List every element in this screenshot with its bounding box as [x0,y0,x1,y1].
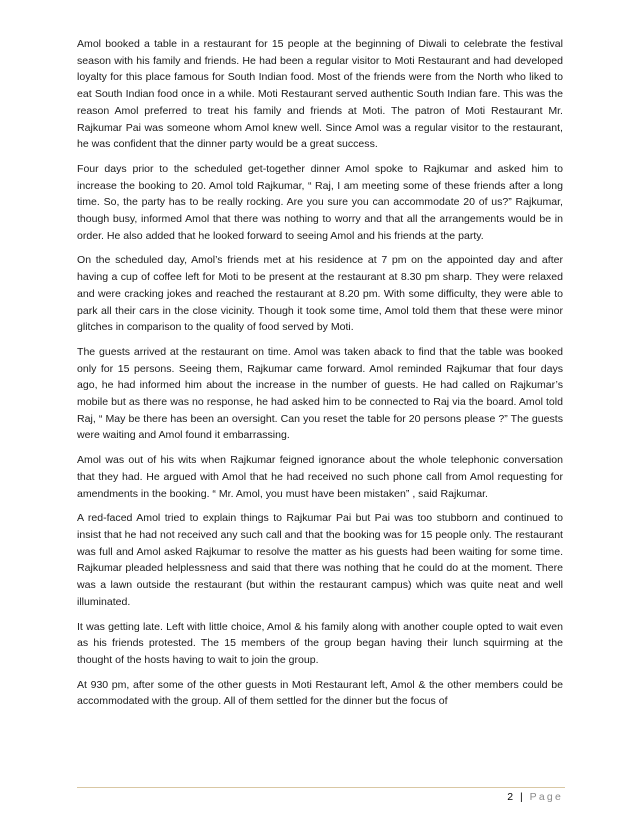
page-number: 2 [507,791,514,803]
paragraph-2: Four days prior to the scheduled get-together dinner Amol spoke to Rajkumar and asked him to increase the booking to 20. Amol told Rajkumar, “ Raj, I am meeting some of these friends after a long time. So, the party has to be really rocking. Are you sure you can accommodate 20 of us?” Rajkumar, though busy, informed Amol that there was nothing to worry and that all the arrangements would be in order. He also added that he looked forward to seeing Amol and his friends at the party. [77,162,563,242]
paragraph-6: A red-faced Amol tried to explain things to Rajkumar Pai but Pai was too stubborn and continued to insist that he had not received any such call and that the booking was for 15 people only. The restaurant was full and Amol asked Rajkumar to resolve the matter as his guests had been waiting for some time. Rajkumar pleaded helplessness and said that there was nothing that he could do at the moment. There was a lawn outside the restaurant (but within the restaurant campus) which was quite neat and well illuminated. [77,512,563,608]
body-text [77,36,563,718]
paragraph-5: Amol was out of his wits when Rajkumar feigned ignorance about the whole telephonic conversation that they had. He argued with Amol that he had received no such phone call from Amol requesting for amendments in the booking. “ Mr. Amol, you must have been mistaken” , said Rajkumar. [77,454,563,500]
paragraph-4: The guests arrived at the restaurant on time. Amol was taken aback to find that the table was booked only for 15 persons. Seeing them, Rajkumar came forward. Amol reminded Rajkumar that four days ago, he had informed him about the increase in the number of guests. He had called on Rajkumar’s mobile but as there was no response, he had asked him to be connected to Raj via the board. Amol told Raj, “ May be there has been an oversight. Can you reset the table for 20 persons please ?” The guests were waiting and Amol found it embarrassing. [77,345,563,442]
footer-separator: | [520,791,523,803]
footer-divider [77,787,565,788]
paragraph-1: Amol booked a table in a restaurant for 15 people at the beginning of Diwali to celebrate the festival season with his family and friends. He had been a regular visitor to Moti Restaurant and had developed loyalty for this place famous for South Indian food. Most of the friends were from the North who liked to eat South Indian food once in a while. Moti Restaurant served authentic South Indian fare. This was the reason Amol preferred to treat his family and friends at Moti. The patron of Moti Restaurant Mr. Rajkumar Pai was someone whom Amol knew well. Since Amol was a regular visitor to the restaurant, he was confident that the dinner party would be a great success. [77,38,563,151]
paragraph-7: It was getting late. Left with little choice, Amol & his family along with another couple opted to wait even as his friends protested. The 15 members of the group began having their lunch squirming at the thought of the hosts having to wait to join the group. [77,620,563,666]
page-footer [507,791,563,803]
page-label: Page [529,791,563,803]
paragraph-3: On the scheduled day, Amol’s friends met at his residence at 7 pm on the appointed day and after having a cup of coffee left for Moti to be present at the restaurant at 8.30 pm sharp. They were relaxed and were cracking jokes and reached the restaurant at 8.20 pm. With some difficulty, they were able to park all their cars in the close vicinity. Though it took some time, Amol told them that these were minor glitches in comparison to the quality of food served by Moti. [77,254,563,334]
paragraph-8: At 930 pm, after some of the other guests in Moti Restaurant left, Amol & the other members could be accommodated with the group. All of them settled for the dinner but the focus of [77,678,563,708]
